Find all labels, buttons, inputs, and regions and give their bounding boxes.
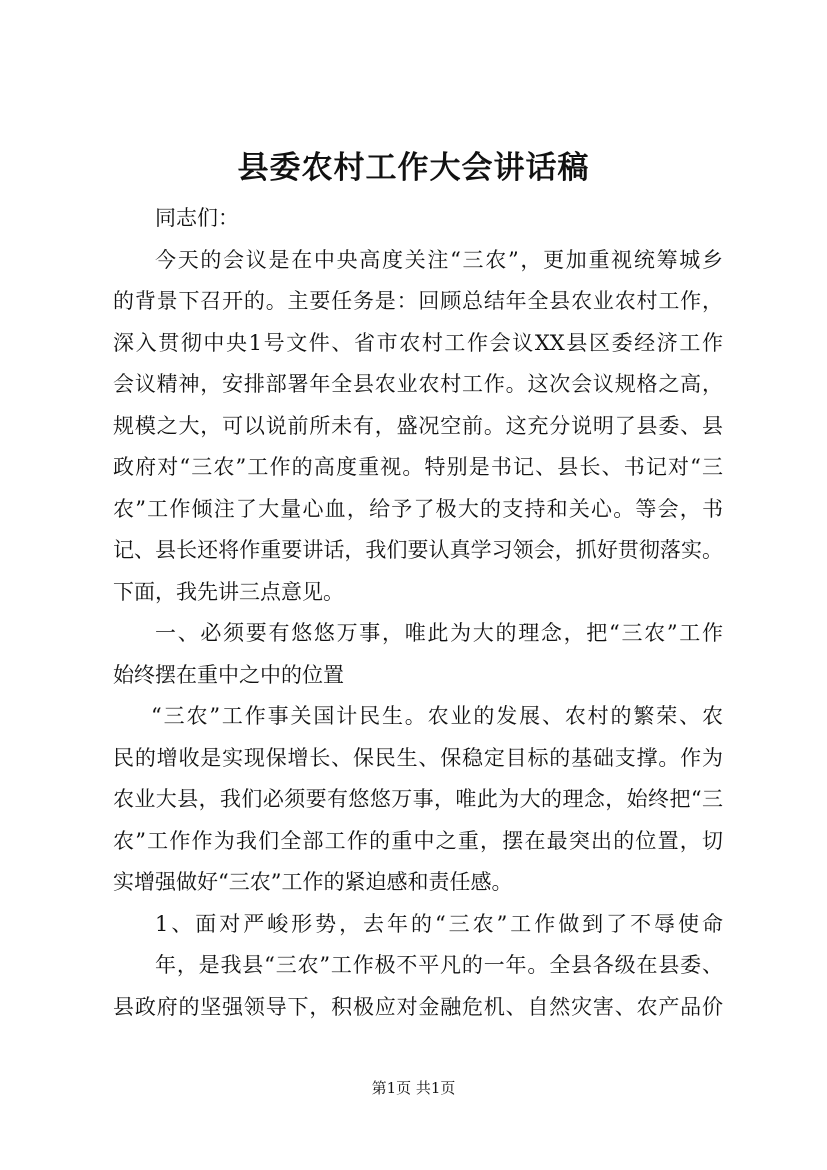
text-line: 农”工作倾注了大量心血，给予了极大的支持和关心。等会，书: [113, 496, 723, 521]
document-title: 县委农村工作大会讲话稿: [237, 150, 590, 186]
text-line: “三农”工作事关国计民生。农业的发展、农村的繁荣、农: [151, 704, 723, 728]
text-line: 实增强做好“三农”工作的紧迫感和责任感。: [113, 870, 513, 894]
subsection-heading-line: 1、面对严峻形势，去年的“三农”工作做到了不辱使命: [155, 911, 723, 936]
text-line: 会议精神，安排部署年全县农业农村工作。这次会议规格之高，: [113, 372, 723, 396]
text-line: 年，是我县“三农”工作极不平凡的一年。全县各级在县委、: [155, 953, 723, 977]
text-line: 政府对“三农”工作的高度重视。特别是书记、县长、书记对“三: [113, 455, 723, 479]
document-body: [113, 198, 723, 1028]
text-line: 民的增收是实现保增长、保民生、保稳定目标的基础支撑。作为: [113, 745, 723, 770]
section-heading-line: 始终摆在重中之中的位置: [113, 662, 344, 687]
text-line: 今天的会议是在中央高度关注“三农”，更加重视统筹城乡: [155, 247, 723, 272]
text-line: 农业大县，我们必须要有悠悠万事，唯此为大的理念，始终把“三: [113, 787, 723, 811]
text-line: 农”工作作为我们全部工作的重中之重，摆在最突出的位置，切: [113, 828, 723, 853]
text-line: 的背景下召开的。主要任务是：回顾总结年全县农业农村工作，: [113, 289, 723, 313]
section-heading-line: 一、必须要有悠悠万事，唯此为大的理念，把“三农”工作: [155, 621, 723, 645]
page-number-footer: 第1页 共1页: [371, 1079, 456, 1097]
text-line: 县政府的坚强领导下，积极应对金融危机、自然灾害、农产品价: [113, 994, 723, 1019]
text-line: 深入贯彻中央1号文件、省市农村工作会议XX县区委经济工作: [113, 330, 723, 355]
text-line: 下面，我先讲三点意见。: [113, 579, 344, 604]
text-line: 记、县长还将作重要讲话，我们要认真学习领会，抓好贯彻落实。: [113, 538, 723, 562]
text-line: 规模之大，可以说前所未有，盛况空前。这充分说明了县委、县: [113, 413, 723, 438]
text-line-salutation: 同志们：: [155, 206, 239, 230]
